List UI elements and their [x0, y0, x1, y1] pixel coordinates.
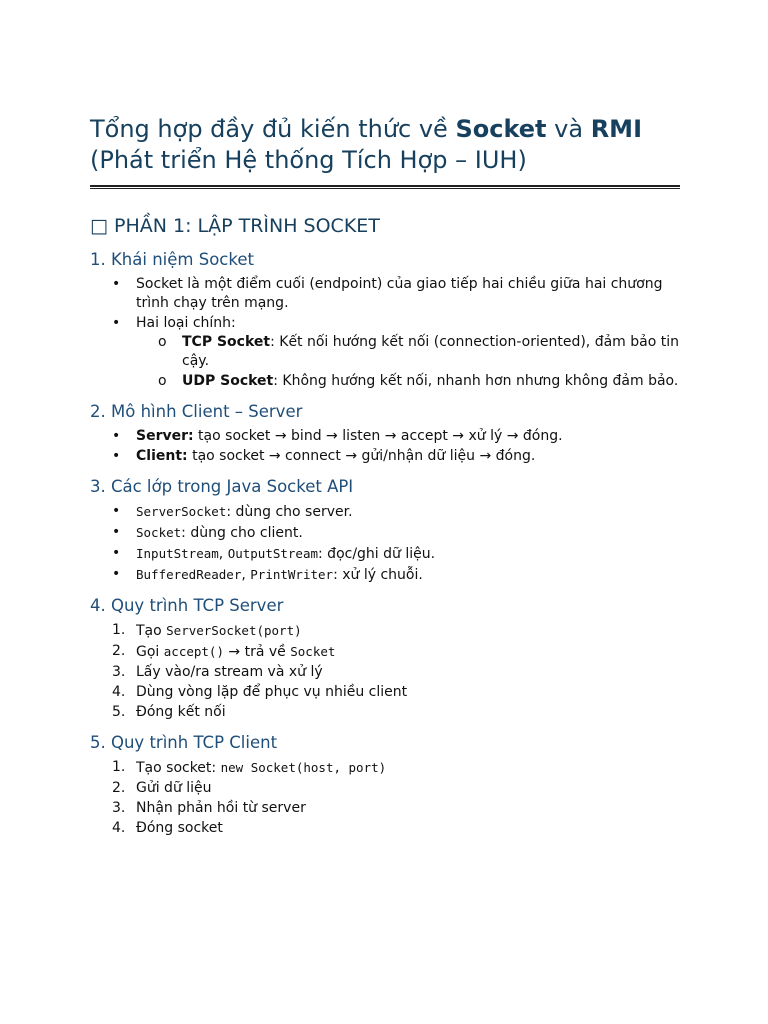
code-printwriter: PrintWriter [250, 567, 334, 582]
sub-bullet-marker: o [158, 334, 167, 350]
bullet-marker: • [112, 545, 121, 561]
number-marker: 4. [112, 684, 126, 700]
section-1-list [90, 275, 680, 391]
number-marker: 2. [112, 780, 126, 796]
list-item-text: : dùng cho server. [226, 504, 353, 520]
tcp-socket-label: TCP Socket [182, 334, 271, 350]
section-2-heading: 2. Mô hình Client – Server [90, 402, 303, 421]
section-5-list [90, 758, 680, 838]
tcp-socket-text: : Kết nối hướng kết nối (connection-oriented), đảm bảo tin cậy. [182, 334, 679, 369]
sub-list [136, 333, 680, 391]
bullet-marker: • [112, 276, 121, 292]
list-item [90, 275, 680, 313]
code-outputstream: OutputStream [227, 546, 319, 561]
list-item-text: Đóng socket [136, 820, 223, 836]
title-text: Tổng hợp đầy đủ kiến thức về [90, 115, 456, 143]
code-accept: accept() [163, 644, 224, 659]
section-4-list [90, 621, 680, 722]
list-item [90, 447, 680, 466]
bullet-marker: • [112, 566, 121, 582]
list-item-text: Dùng vòng lặp để phục vụ nhiều client [136, 684, 408, 700]
code-socket: Socket [290, 644, 336, 659]
bullet-marker: • [112, 448, 121, 464]
title-subtitle: (Phát triển Hệ thống Tích Hợp – IUH) [90, 146, 527, 174]
section-4-heading: 4. Quy trình TCP Server [90, 596, 284, 615]
document-title [90, 114, 680, 176]
list-item-text: Hai loại chính: [136, 315, 236, 331]
title-text-and: và [546, 115, 591, 143]
list-item [90, 683, 680, 702]
client-text: tạo socket → connect → gửi/nhận dữ liệu → đóng. [187, 448, 536, 464]
list-item [90, 663, 680, 682]
list-item [90, 544, 680, 564]
title-socket: Socket [455, 115, 547, 143]
code-socket: Socket [136, 525, 182, 540]
sub-list-item [136, 333, 680, 371]
udp-socket-label: UDP Socket [182, 373, 274, 389]
client-label: Client: [136, 448, 188, 464]
section-2-list [90, 427, 680, 466]
list-item-text: : xử lý chuỗi. [333, 567, 423, 583]
server-text: tạo socket → bind → listen → accept → xử lý → đóng. [193, 428, 563, 444]
part-1-heading: □ PHẦN 1: LẬP TRÌNH SOCKET [90, 215, 380, 237]
list-item-text: : dùng cho client. [181, 525, 303, 541]
list-item [90, 642, 680, 662]
server-label: Server: [136, 428, 194, 444]
section-3-list [90, 502, 680, 585]
list-item-text: Đóng kết nối [136, 704, 226, 720]
udp-socket-text: : Không hướng kết nối, nhanh hơn nhưng không đảm bảo. [273, 373, 679, 389]
code-bufferedreader: BufferedReader [136, 567, 242, 582]
number-marker: 1. [112, 759, 126, 775]
list-item [90, 758, 680, 778]
list-item [90, 427, 680, 446]
bullet-marker: • [112, 428, 121, 444]
code-inputstream: InputStream [136, 546, 219, 561]
section-1-heading: 1. Khái niệm Socket [90, 250, 254, 269]
list-item-text: Socket là một điểm cuối (endpoint) của giao tiếp hai chiều giữa hai chương trình chạy trên mạng. [136, 276, 663, 311]
list-item [90, 799, 680, 818]
list-item [90, 523, 680, 543]
number-marker: 4. [112, 820, 126, 836]
title-divider [90, 185, 680, 189]
list-item-text: : đọc/ghi dữ liệu. [318, 546, 436, 562]
list-item-text: → trả về [223, 644, 291, 660]
list-item-text: Gửi dữ liệu [136, 780, 212, 796]
list-item [90, 703, 680, 722]
section-5-heading: 5. Quy trình TCP Client [90, 733, 278, 752]
document-page [90, 114, 680, 839]
code-serversocket: ServerSocket [136, 504, 227, 519]
bullet-marker: • [112, 503, 121, 519]
bullet-marker: • [112, 315, 121, 331]
bullet-marker: • [112, 524, 121, 540]
sub-bullet-marker: o [158, 373, 167, 389]
list-item-text: Gọi [136, 644, 164, 660]
sub-list-item [136, 372, 680, 391]
list-item [90, 621, 680, 641]
list-item-text: Tạo [136, 623, 167, 639]
number-marker: 1. [112, 622, 126, 638]
title-rmi: RMI [590, 115, 642, 143]
list-item [90, 502, 680, 522]
list-item [90, 779, 680, 798]
number-marker: 3. [112, 800, 126, 816]
number-marker: 2. [112, 643, 126, 659]
section-3-heading: 3. Các lớp trong Java Socket API [90, 477, 354, 496]
list-item-text: Lấy vào/ra stream và xử lý [136, 664, 323, 680]
list-item-text: Nhận phản hồi từ server [136, 800, 306, 816]
code-new-socket: new Socket(host, port) [220, 760, 387, 775]
list-item [90, 314, 680, 391]
list-item-text: Tạo socket: [136, 760, 221, 776]
code-serversocket-port: ServerSocket(port) [166, 623, 302, 638]
number-marker: 3. [112, 664, 126, 680]
separator: , [218, 546, 228, 562]
list-item [90, 565, 680, 585]
number-marker: 5. [112, 704, 126, 720]
list-item [90, 819, 680, 838]
separator: , [241, 567, 251, 583]
